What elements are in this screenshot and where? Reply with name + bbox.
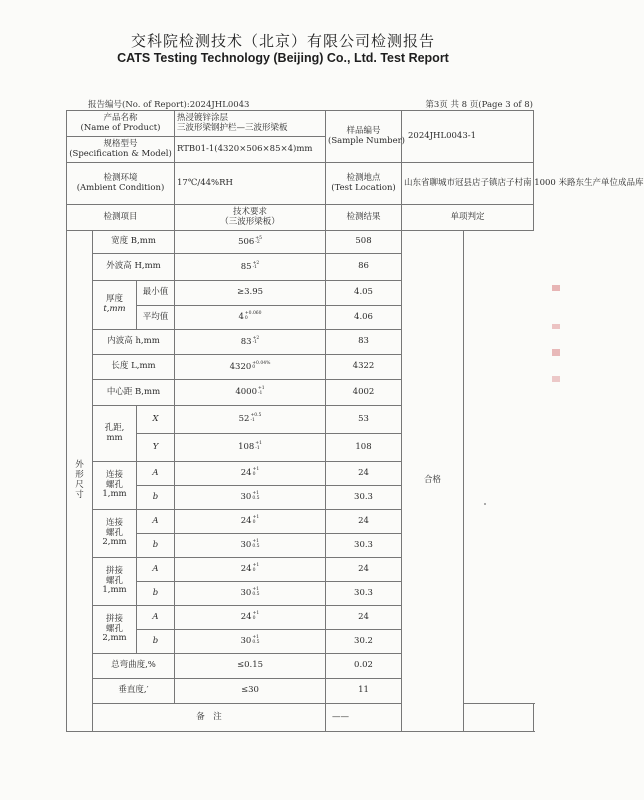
side-stamp-mark xyxy=(552,349,560,356)
inner-req xyxy=(175,330,326,355)
sample-label-cell xyxy=(326,111,405,163)
splice1-a-label: A xyxy=(137,558,175,582)
conn1-label-cell xyxy=(93,462,137,510)
hole-x-tol-up: +0.5 xyxy=(250,413,262,419)
hole-x-label: X xyxy=(137,406,175,434)
splice2-a-req-value: 24 xyxy=(240,612,252,623)
splice2-b-req xyxy=(175,630,326,654)
loc-value: 山东省聊城市冠县店子镇店子村南 1000 米路东生产单位成品库 xyxy=(402,163,534,205)
outer-tol-up: +2 xyxy=(252,260,260,266)
spec-value: RTB01-1(4320×506×85×4)mm xyxy=(175,137,326,163)
conn2-label-3: 2,mm xyxy=(102,537,127,548)
env-label-cell xyxy=(67,163,175,205)
center-tolerance xyxy=(258,387,265,396)
splice1-label-3: 1,mm xyxy=(102,585,127,596)
center-label: 中心距 B,mm xyxy=(93,380,175,406)
table-row xyxy=(67,231,534,254)
report-title-cn: 交科院检测技术（北京）有限公司检测报告 xyxy=(130,32,435,50)
thickness-avg-result: 4.06 xyxy=(326,306,402,330)
thickness-min-req: ≥3.95 xyxy=(175,281,326,306)
spec-label-cn: 规格型号 xyxy=(103,138,138,149)
conn2-b-result: 30.3 xyxy=(326,534,402,558)
side-stamp-mark xyxy=(552,324,560,329)
splice2-label-2: 螺孔 xyxy=(105,623,123,634)
conn1-b-result: 30.3 xyxy=(326,486,402,510)
inner-tol-up: +2 xyxy=(252,335,260,341)
env-value: 17℃/44%RH xyxy=(175,163,326,205)
splice1-a-tolerance xyxy=(253,564,260,573)
conn2-a-tolerance xyxy=(253,516,260,525)
thickness-min-label: 最小值 xyxy=(137,281,175,306)
length-req-value: 4320 xyxy=(229,361,252,372)
vert-req: ≤30 xyxy=(175,679,326,704)
splice1-b-req xyxy=(175,582,326,606)
length-label: 长度 L,mm xyxy=(93,355,175,380)
product-label-cn: 产品名称 xyxy=(103,112,138,123)
col-req-line1: 技术要求 xyxy=(232,206,267,217)
thickness-avg-tol-up: +0.060 xyxy=(244,311,262,317)
splice1-b-result: 30.3 xyxy=(326,582,402,606)
inner-result: 83 xyxy=(326,330,402,355)
inner-tol-down: -1 xyxy=(252,340,257,346)
side-stamp-mark xyxy=(552,285,560,291)
spec-label-cell xyxy=(67,137,175,163)
width-tolerance xyxy=(255,237,262,246)
conn2-b-req xyxy=(175,534,326,558)
test-report-table xyxy=(66,110,644,732)
inner-label: 内波高 h,mm xyxy=(93,330,175,355)
thickness-avg-label: 平均值 xyxy=(137,306,175,330)
sample-value: 2024JHL0043-1 xyxy=(402,111,534,163)
splice1-b-label: b xyxy=(137,582,175,606)
hole-x-tolerance xyxy=(250,414,261,423)
vert-label: 垂直度,′ xyxy=(93,679,175,704)
width-tol-up: +5 xyxy=(255,235,262,241)
length-req xyxy=(175,355,326,380)
hole-x-req-value: 52 xyxy=(238,414,250,425)
hole-label: 孔距, xyxy=(104,422,125,433)
length-result: 4322 xyxy=(326,355,402,380)
width-tol-down: -2 xyxy=(255,240,260,246)
center-req-value: 4000 xyxy=(235,387,257,398)
product-label-en: (Name of Product) xyxy=(80,122,161,133)
thickness-label-cell xyxy=(93,281,137,330)
center-tol-down: -1 xyxy=(258,390,263,396)
thickness-avg-tolerance xyxy=(245,312,262,321)
col-item-header: 检测项目 xyxy=(67,205,175,231)
length-tolerance xyxy=(252,362,270,371)
conn1-b-req xyxy=(175,486,326,510)
conn2-label-cell xyxy=(93,510,137,558)
side-stamp-mark xyxy=(552,376,560,382)
remarks-label: 备 注 xyxy=(93,704,326,732)
hole-y-req-value: 108 xyxy=(238,442,255,453)
conn2-b-req-value: 30 xyxy=(240,540,252,551)
hole-y-result: 108 xyxy=(326,434,402,462)
splice1-label-2: 螺孔 xyxy=(105,575,123,586)
loc-label-cn: 检测地点 xyxy=(346,172,381,183)
outer-result: 86 xyxy=(326,254,402,281)
conn1-label-2: 螺孔 xyxy=(105,479,123,490)
hole-y-tol-up: +1 xyxy=(255,441,262,447)
conn2-a-req xyxy=(175,510,326,534)
splice2-a-tol-up: +1 xyxy=(252,611,260,617)
splice2-b-result: 30.2 xyxy=(326,630,402,654)
outer-req-value: 85 xyxy=(240,261,252,272)
length-tol-down: 0 xyxy=(252,365,256,371)
conn1-a-label: A xyxy=(137,462,175,486)
splice2-label-3: 2,mm xyxy=(102,633,127,644)
product-value-line1: 热浸镀锌涂层 xyxy=(177,112,229,123)
report-number: 报告编号(No. of Report):2024JHL0043 xyxy=(88,100,250,110)
outer-req xyxy=(175,254,326,281)
conn1-b-tol-up: +1 xyxy=(252,491,259,497)
splice2-label-1: 拼接 xyxy=(105,613,123,624)
splice1-a-req-value: 24 xyxy=(240,564,252,575)
thickness-unit: t,mm xyxy=(103,304,126,314)
judgement: 合格 xyxy=(402,231,464,732)
splice1-a-tol-up: +1 xyxy=(252,563,260,569)
conn1-b-tolerance xyxy=(252,492,259,501)
conn2-a-result: 24 xyxy=(326,510,402,534)
splice1-a-req xyxy=(175,558,326,582)
col-result-header: 检测结果 xyxy=(326,205,402,231)
splice2-b-tol-up: +1 xyxy=(252,635,259,641)
width-req xyxy=(175,231,326,254)
conn1-a-tol-down: 0 xyxy=(252,471,256,477)
group-label xyxy=(67,231,93,732)
conn2-a-req-value: 24 xyxy=(240,516,252,527)
col-req-line2: （三波形梁板） xyxy=(220,216,280,227)
hole-label-cell xyxy=(93,406,137,462)
outer-tolerance xyxy=(253,262,260,271)
vert-result: 11 xyxy=(326,679,402,704)
hole-unit: mm xyxy=(106,432,123,443)
width-result: 508 xyxy=(326,231,402,254)
ink-dot xyxy=(484,503,486,505)
center-req xyxy=(175,380,326,406)
splice2-a-req xyxy=(175,606,326,630)
splice2-a-label: A xyxy=(137,606,175,630)
conn1-label-3: 1,mm xyxy=(102,489,127,500)
splice1-label-cell xyxy=(93,558,137,606)
splice1-b-tol-up: +1 xyxy=(252,587,259,593)
env-label-en: (Ambient Condition) xyxy=(76,182,165,193)
column-header-row xyxy=(67,205,534,231)
thickness-avg-req xyxy=(175,306,326,330)
env-row xyxy=(67,163,534,205)
splice1-b-tolerance xyxy=(252,588,259,597)
remarks-row xyxy=(67,704,534,732)
spec-label-en: (Specification & Model) xyxy=(69,148,172,159)
bend-label: 总弯曲度,% xyxy=(93,654,175,679)
hole-x-result: 53 xyxy=(326,406,402,434)
product-value-cell xyxy=(175,111,326,137)
hole-y-tolerance xyxy=(255,442,262,451)
conn2-b-label: b xyxy=(137,534,175,558)
conn1-a-result: 24 xyxy=(326,462,402,486)
loc-label-en: (Test Location) xyxy=(331,182,396,193)
col-req-header xyxy=(175,205,326,231)
thickness-avg-req-value: 4 xyxy=(238,312,244,323)
bend-result: 0.02 xyxy=(326,654,402,679)
width-req-value: 506 xyxy=(238,236,255,247)
splice1-label-1: 拼接 xyxy=(105,565,123,576)
sample-label-cn: 样品编号 xyxy=(346,125,381,136)
splice2-a-result: 24 xyxy=(326,606,402,630)
thickness-label: 厚度 xyxy=(105,294,123,305)
conn1-label-1: 连接 xyxy=(105,469,123,480)
hole-y-label: Y xyxy=(137,434,175,462)
conn1-a-req xyxy=(175,462,326,486)
conn2-a-label: A xyxy=(137,510,175,534)
center-result: 4002 xyxy=(326,380,402,406)
outer-tol-down: -1 xyxy=(252,265,257,271)
thickness-min-result: 4.05 xyxy=(326,281,402,306)
hole-x-req xyxy=(175,406,326,434)
splice2-label-cell xyxy=(93,606,137,654)
length-tol-up: +0.04% xyxy=(252,360,271,366)
splice1-b-tol-down: 0.5 xyxy=(252,591,260,597)
conn2-label-2: 螺孔 xyxy=(105,527,123,538)
center-tol-up: +1 xyxy=(258,386,265,392)
splice1-a-tol-down: 0 xyxy=(252,567,256,573)
loc-label-cell xyxy=(326,163,402,205)
hole-y-req xyxy=(175,434,326,462)
conn1-b-tol-down: 0.5 xyxy=(252,495,260,501)
hole-y-tol-down: -1 xyxy=(255,445,260,451)
splice1-a-result: 24 xyxy=(326,558,402,582)
conn2-label-1: 连接 xyxy=(105,517,123,528)
inner-req-value: 83 xyxy=(240,336,252,347)
conn1-a-req-value: 24 xyxy=(240,468,252,479)
product-row xyxy=(67,111,534,137)
group-label-text: 外形尺寸 xyxy=(75,460,84,500)
conn2-b-tolerance xyxy=(252,540,259,549)
product-value-line2: 三波形梁钢护栏—三波形梁板 xyxy=(177,122,288,133)
conn2-b-tol-down: 0.5 xyxy=(252,543,260,549)
conn1-a-tol-up: +1 xyxy=(252,467,260,473)
hole-x-tol-down: -1 xyxy=(250,417,255,423)
report-title-en: CATS Testing Technology (Beijing) Co., Ltd. Test Report xyxy=(117,51,449,65)
splice2-a-tolerance xyxy=(253,612,260,621)
env-label-cn: 检测环境 xyxy=(103,172,138,183)
conn1-a-tolerance xyxy=(253,468,260,477)
bend-req: ≤0.15 xyxy=(175,654,326,679)
splice2-b-label: b xyxy=(137,630,175,654)
remarks-value: —— xyxy=(326,704,534,732)
conn2-a-tol-up: +1 xyxy=(252,515,260,521)
inner-tolerance xyxy=(253,337,260,346)
conn1-b-req-value: 30 xyxy=(240,492,252,503)
sample-label-en: (Sample Number) xyxy=(328,135,405,146)
outer-label: 外波高 H,mm xyxy=(93,254,175,281)
page-info: 第3页 共 8 页(Page 3 of 8) xyxy=(425,100,533,110)
conn2-b-tol-up: +1 xyxy=(252,539,259,545)
col-judge-header: 单项判定 xyxy=(402,205,534,231)
thickness-avg-tol-down: 0 xyxy=(244,315,248,321)
product-label-cell xyxy=(67,111,175,137)
width-label: 宽度 B,mm xyxy=(93,231,175,254)
conn1-b-label: b xyxy=(137,486,175,510)
conn2-a-tol-down: 0 xyxy=(252,519,256,525)
splice2-b-tol-down: 0.5 xyxy=(252,639,260,645)
splice2-b-req-value: 30 xyxy=(240,636,252,647)
splice2-a-tol-down: 0 xyxy=(252,615,256,621)
splice1-b-req-value: 30 xyxy=(240,588,252,599)
splice2-b-tolerance xyxy=(252,636,259,645)
